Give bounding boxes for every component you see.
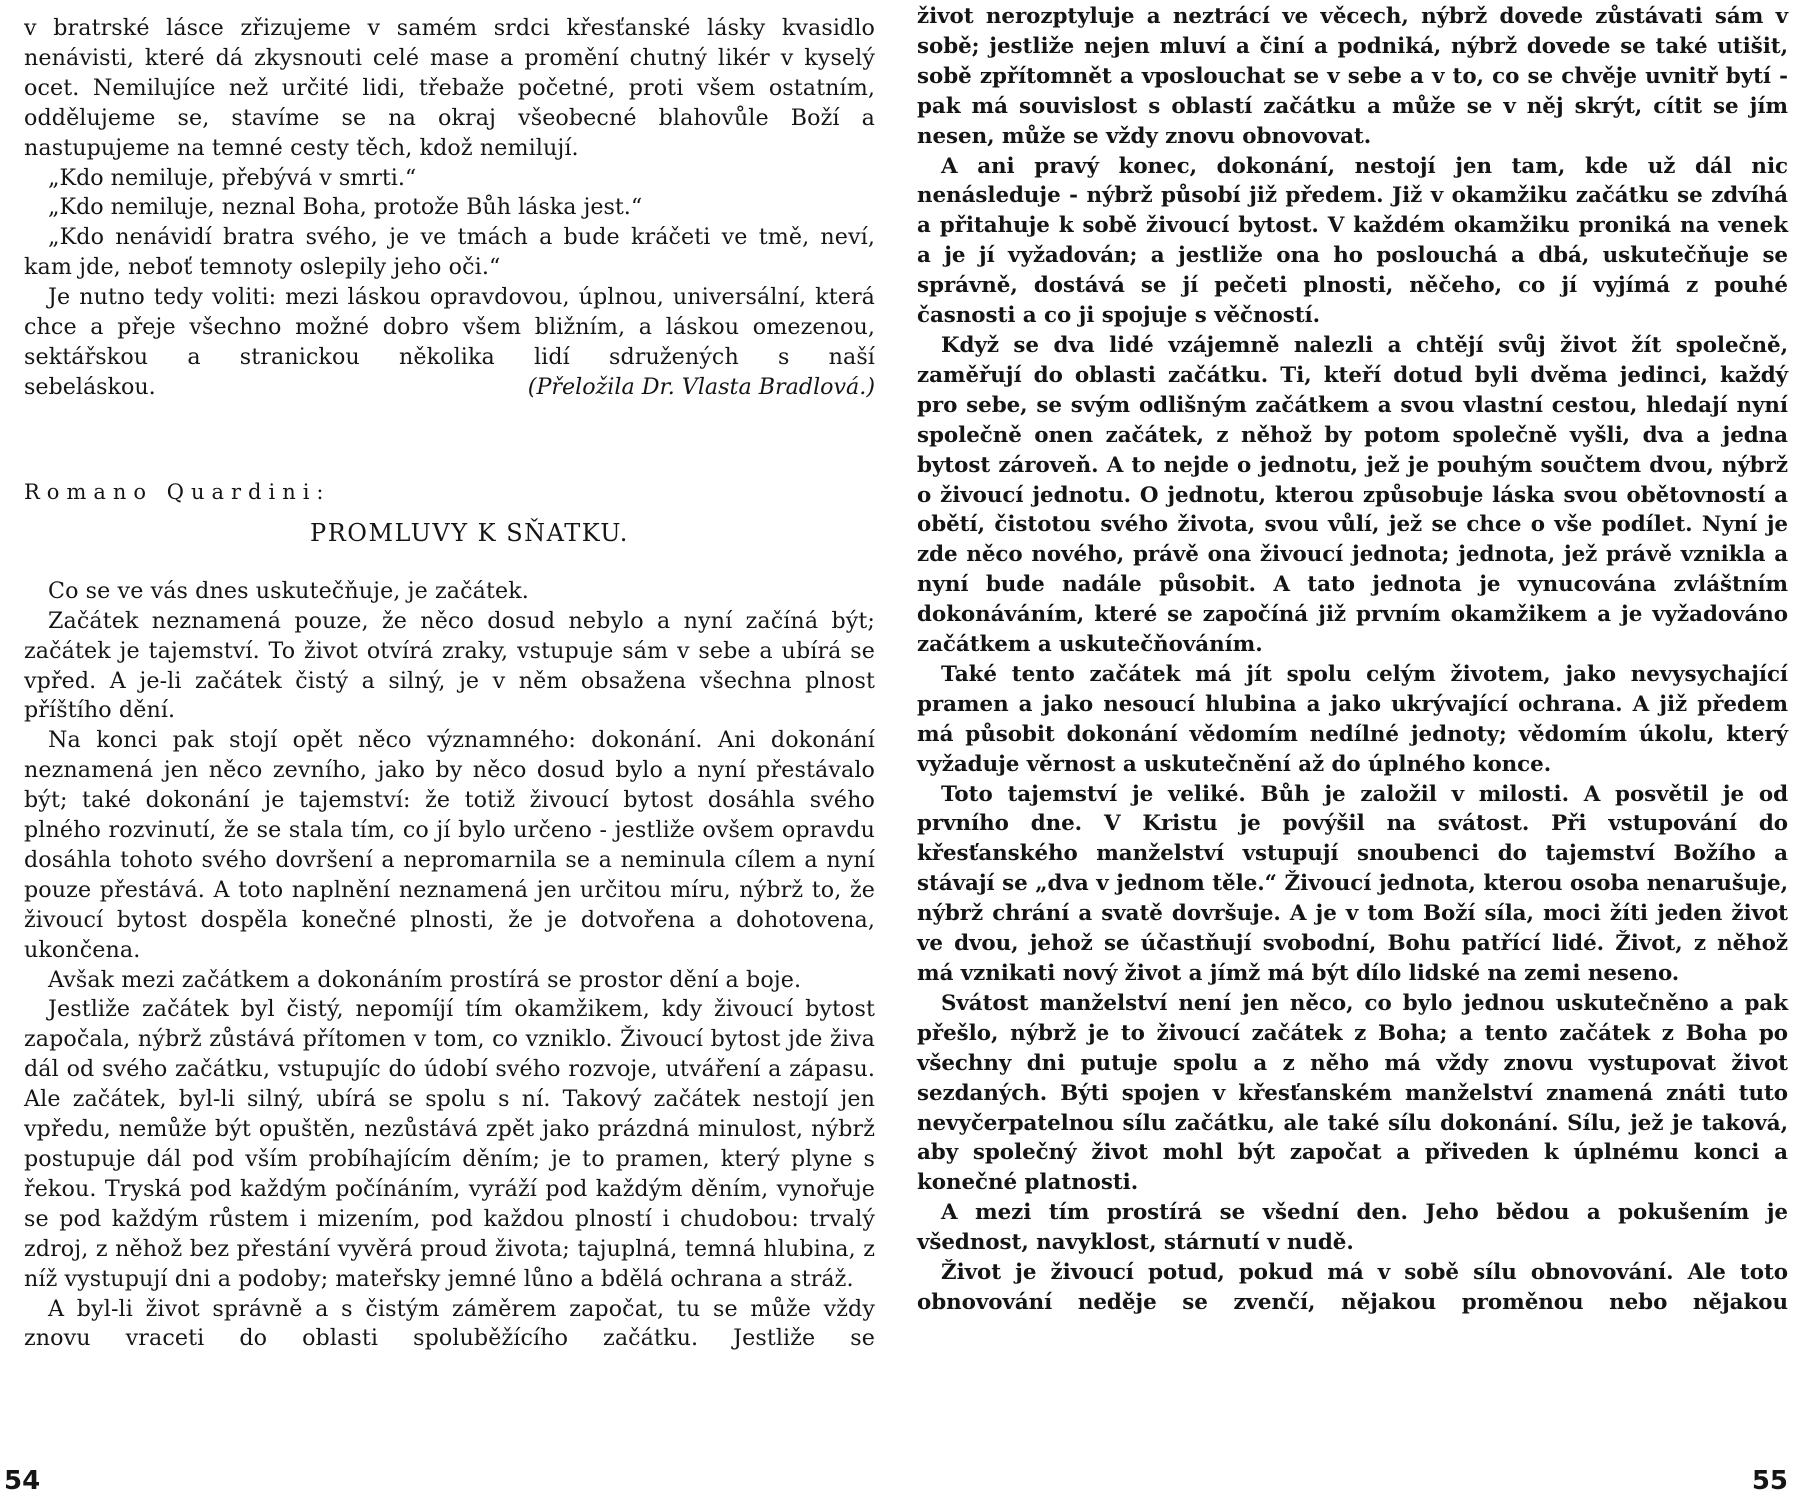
article-author: Romano Quardini: (24, 479, 331, 504)
intro-paragraph: v bratrské lásce zřizujeme v samém srdci křesťanské lásky kvasidlo nenávisti, které dá zkysnouti celé mase a promění chutný likér v kyselý ocet. Nemilujíce než určité lidi, třebaže početné, proti všem ostatním, oddělujeme se, stavíme se na okraj všeobecné blahovůle Boží a nastupujeme na temné cesty těch, kdož nemilují. (24, 15, 875, 161)
right-paragraph-2: Když se dva lidé vzájemně nalezli a chtějí svůj život žít společně, zaměřují do oblasti začátku. Ti, kteří dotud byli dvěma jedinci, každý pro sebe, se svým odlišným začátkem a svou vlastní cestou, hledají nyní společně onen začátek, z něhož by potom společně vyšli, dva a jedna bytost zároveň. A to nejde o jednotu, jež je pouhým součtem dvou, nýbrž o živoucí jednotu. O jednotu, kterou způsobuje láska svou obětovností a obětí, čistotou svého života, svou vůlí, jež se chce o vše podílet. Nyní je zde něco nového, právě ona živoucí jednota; jednota, jež právě vznikla a nyní bude nadále působit. A tato jednota je vynucována zvláštním dokonáváním, které se započíná již prvním okamžikem a je vyžadováno začátkem a uskutečňováním. (917, 332, 1788, 658)
continuation-paragraph: život nerozptyluje a neztrácí ve věcech, nýbrž dovede zůstávati sám v sobě; jestliže nejen mluví a činí a podniká, nýbrž dovede se také utišit, sobě zpřítomnět a vposlouchat se v sebe a v to, co se chvěje uvnitř bytí - pak má souvislost s oblastí začátku a může se v něj skrýt, cítit se jím nesen, může se vždy znovu obnovovat. (917, 4, 1788, 149)
paragraph-5: Jestliže začátek byl čistý, nepomíjí tím okamžikem, kdy živoucí bytost započala, nýbrž zůstává přítomen v tom, co vzniklo. Živoucí bytost jde živa dál od svého začátku, vstupujíc do údobí svého rozvoje, utváření a zápasu. Ale začátek, byl-li silný, ubírá se spolu s ní. Takový začátek nestojí jen vpředu, nemůže být opuštěn, nezůstává zpět jako prázdná minulost, nýbrž postupuje dál pod vším probíhajícím děním; je to pramen, který plyne s řekou. Tryská pod každým počínáním, vyráží pod každým děním, vynořuje se pod každým růstem i mizením, pod každou plností i chudobou: trvalý zdroj, z něhož bez přestání vyvěrá proud života; tajuplná, temná hlubina, z níž vystupují dni a podoby; mateřsky jemné lůno a bdělá ochrana a stráž. (24, 996, 875, 1292)
choice-paragraph: Je nutno tedy voliti: mezi láskou opravdovou, úplnou, universální, která chce a přeje všechno možné dobro všem bližním, a láskou omezenou, sektářskou a stranickou několika lidí sdružených s naší (24, 284, 875, 370)
right-page (897, 0, 1794, 1500)
right-paragraph-4: Toto tajemství je veliké. Bůh je založil v milosti. A posvětil je od prvního dne. V Kristu je povýšil na svátost. Při vstupování do křesťanského manželství vstupují snoubenci do tajemství Božího a stávají se „dva v jednom těle.“ Živoucí jednota, kterou osoba nenarušuje, nýbrž chrání a svatě dovršuje. A je v tom Boží síla, moci žíti jeden život ve dvou, jehož se účastňují svobodní, Bohu patřící lidé. Život, z něhož má vznikati nový život a jímž má být dílo lidské na zemi neseno. (917, 781, 1788, 986)
quote-1: „Kdo nemiluje, přebývá v smrti.“ (48, 164, 417, 191)
right-paragraph-7: Život je živoucí potud, pokud má v sobě sílu obnovování. Ale toto obnovování neděje se zvenčí, nějakou proměnou nebo nějakou (917, 1260, 1788, 1315)
right-paragraph-3: Také tento začátek má jít spolu celým životem, jako nevysychající pramen a jako nesoucí hlubina a jako ukrývající ochrana. A již předem má působit dokonání vědomím nedílné jednoty; vědomím úkolu, který vyžaduje věrnost a uskutečnění až do úplného konce. (917, 661, 1788, 777)
paragraph-4: Avšak mezi začátkem a dokonáním prostírá se prostor dění a boje. (48, 966, 802, 993)
right-paragraph-6: A mezi tím prostírá se všední den. Jeho bědou a pokušením je všednost, navyklost, stárnutí v nudě. (917, 1200, 1788, 1256)
article-title: PROMLUVY K SŇATKU. (310, 518, 629, 547)
paragraph-6: A byl-li život správně a s čistým záměrem započat, tu se může vždy znovu vraceti do oblasti spoluběžícího začátku. Jestliže se (24, 1295, 875, 1352)
paragraph-3: Na konci pak stojí opět něco významného: dokonání. Ani dokonání neznamená jen něco zevního, jako by něco dosud bylo a nyní přestávalo být; také dokonání je tajemství: že totiž živoucí bytost dosáhla svého plného rozvinutí, že se stala tím, co jí bylo určeno - jestliže ovšem opravdu dosáhla tohoto svého dovršení a nepromarnila se a neminula cílem a nyní pouze přestává. A toto naplnění neznamená jen určitou míru, nýbrž to, že živoucí bytost dospěla konečné plnosti, že je dotvořena a dohotovena, ukončena. (24, 727, 875, 963)
paragraph-1: Co se ve vás dnes uskutečňuje, je začátek. (48, 577, 529, 604)
page-number-left: 54 (4, 1466, 41, 1496)
quote-3: „Kdo nenávidí bratra svého, je ve tmách a bude kráčeti ve tmě, neví, kam jde, neboť temnoty oslepily jeho oči.“ (24, 224, 875, 281)
choice-last-word: sebeláskou. (24, 373, 156, 400)
right-paragraph-5: Svátost manželství není jen něco, co bylo jednou uskutečněno a pak přešlo, nýbrž je to živoucí začátek z Boha; a tento začátek z Boha po všechny dni putuje spolu a z něho má vždy znovu vystupovat život sezdaných. Býti spojen v křesťanském manželství znamená znáti tuto nevyčerpatelnou sílu začátku, ale také sílu dokonání. Sílu, jež je taková, aby společný život mohl být započat a přiveden k úplnému konci a konečné platnosti. (917, 990, 1788, 1196)
translator-note: (Přeložila Dr. Vlasta Bradlová.) (527, 373, 875, 400)
quote-2: „Kdo nemiluje, neznal Boha, protože Bůh láska jest.“ (48, 194, 643, 221)
page-number-right: 55 (1751, 1466, 1788, 1496)
right-paragraph-1: A ani pravý konec, dokonání, nestojí jen tam, kde už dál nic nenásleduje - nýbrž působí již předem. Již v okamžiku začátku se zdvíhá a přitahuje k sobě živoucí bytost. V každém okamžiku proniká na venek a je jí vyžadován; a jestliže ona ho poslouchá a dbá, uskutečňuje se správně, dostává se jí pečeti plnosti, něčeho, co jí vyjímá z pouhé časnosti a co ji spojuje s věčností. (917, 153, 1788, 329)
choice-last-line (24, 373, 875, 403)
paragraph-2: Začátek neznamená pouze, že něco dosud nebylo a nyní začíná být; začátek je tajemství. To život otvírá zraky, vstupuje sám v sebe a ubírá se vpřed. A je-li začátek čistý a silný, je v něm obsažena všechna plnost příštího dění. (24, 607, 875, 724)
